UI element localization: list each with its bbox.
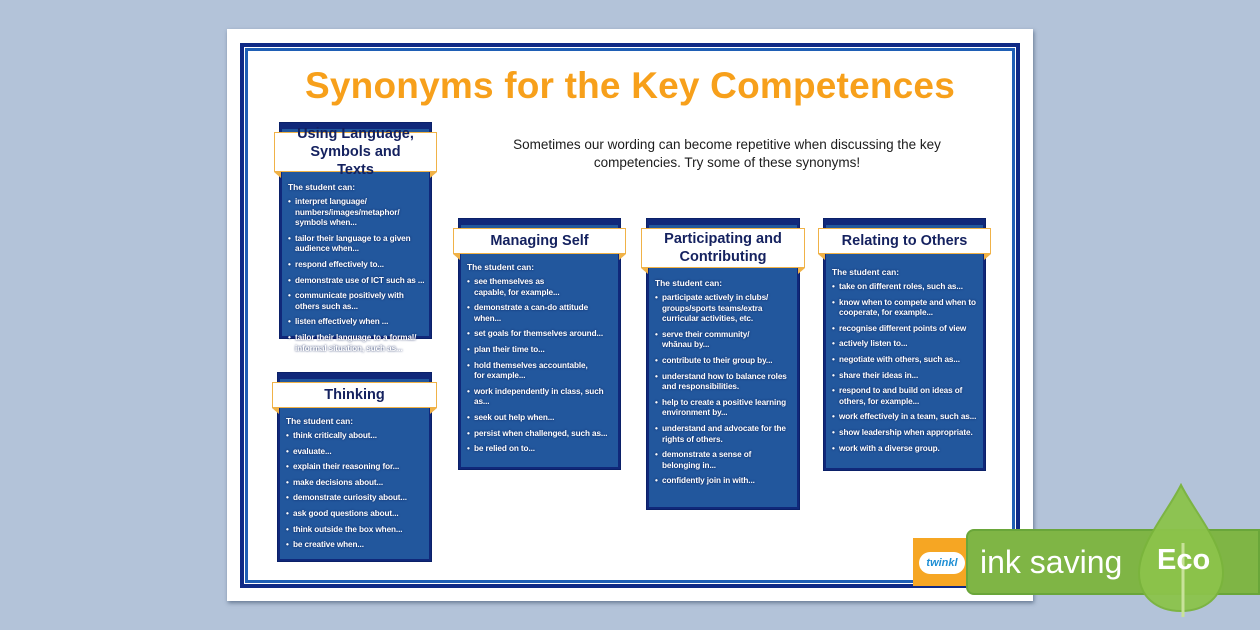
list-item: • know when to compete and when to cooperate, for example...: [832, 298, 979, 319]
list-item: • demonstrate use of ICT such as ...: [288, 276, 425, 287]
list-item: • negotiate with others, such as...: [832, 355, 979, 366]
list-item: • work with a diverse group.: [832, 444, 979, 455]
card-heading: Participating and Contributing: [641, 228, 805, 268]
page-title: Synonyms for the Key Competences: [305, 65, 955, 106]
list-item: • think critically about...: [286, 431, 425, 442]
card-heading: Managing Self: [453, 228, 626, 254]
list-item: • work effectively in a team, such as...: [832, 412, 979, 423]
card-body: [286, 416, 425, 556]
ink-saving-label: ink saving: [980, 544, 1123, 580]
list-item: • work independently in class, such as...: [467, 387, 614, 408]
card-lead: The student can:: [655, 278, 723, 288]
card-heading: Using Language, Symbols and Texts: [274, 132, 437, 172]
list-item: • understand how to balance roles and responsibilities.: [655, 372, 793, 393]
list-item: • respond effectively to...: [288, 260, 425, 271]
list-item: • explain their reasoning for...: [286, 462, 425, 473]
card-lead: The student can:: [286, 416, 354, 426]
intro-text: Sometimes our wording can become repetitive when discussing the key competencies. Try some of these synonyms!: [513, 137, 941, 170]
list-item: • be relied on to...: [467, 444, 614, 455]
list-item: • be creative when...: [286, 540, 425, 551]
card-body: [467, 262, 614, 460]
card-relating-to-others: [824, 219, 985, 470]
list-item: • serve their community/ whānau by...: [655, 330, 755, 351]
list-item: • evaluate...: [286, 447, 425, 458]
card-lead: The student can:: [467, 262, 535, 272]
list-item: • persist when challenged, such as...: [467, 429, 614, 440]
list-item: • demonstrate a can-do attitude when...: [467, 303, 614, 324]
list-item: • share their ideas in...: [832, 371, 979, 382]
list-item: • help to create a positive learning environment by...: [655, 398, 793, 419]
list-item: • tailor their language to a given audience when...: [288, 234, 425, 255]
list-item: • participate actively in clubs/ groups/sports teams/extra curricular activities, etc.: [655, 293, 793, 325]
list-item: • show leadership when appropriate.: [832, 428, 979, 439]
list-item: • communicate positively with others such as...: [288, 291, 425, 312]
list-item: • take on different roles, such as...: [832, 282, 979, 293]
list-item: • understand and advocate for the rights of others.: [655, 424, 793, 445]
list-item: • tailor their language to a formal/ informal situation, such as...: [288, 333, 425, 354]
card-using-language: [280, 123, 431, 353]
list-item: • demonstrate curiosity about...: [286, 493, 425, 504]
list-item: • ask good questions about...: [286, 509, 425, 520]
list-item: • plan their time to...: [467, 345, 614, 356]
card-thinking: [278, 373, 431, 561]
card-managing-self: [459, 219, 620, 469]
list-item: • interpret language/ numbers/images/metaphor/ symbols when...: [288, 197, 425, 229]
list-item: • confidently join in with...: [655, 476, 793, 487]
list-item: • hold themselves accountable, for example...: [467, 361, 592, 382]
twinkl-cloud-icon: twinkl: [919, 552, 965, 574]
card-body: [832, 267, 979, 459]
card-heading: Thinking: [272, 382, 437, 408]
list-item: • contribute to their group by...: [655, 356, 793, 367]
list-item: • think outside the box when...: [286, 525, 425, 536]
list-item: • demonstrate a sense of belonging in...: [655, 450, 755, 471]
list-item: • actively listen to...: [832, 339, 979, 350]
list-item: • see themselves as capable, for example...: [467, 277, 577, 298]
twinkl-logo: [913, 538, 969, 586]
list-item: • seek out help when...: [467, 413, 614, 424]
card-heading: Relating to Others: [818, 228, 991, 254]
list-item: • respond to and build on ideas of others, for example...: [832, 386, 979, 407]
list-item: • recognise different points of view: [832, 324, 979, 335]
card-body: [655, 278, 793, 492]
list-item: • make decisions about...: [286, 478, 425, 489]
card-body: [288, 182, 425, 359]
eco-label: Eco: [1157, 544, 1211, 576]
document-sheet: [227, 29, 1033, 601]
card-lead: The student can:: [832, 267, 900, 277]
card-participating-contributing: [647, 219, 799, 509]
list-item: • set goals for themselves around...: [467, 329, 614, 340]
card-lead: The student can:: [288, 182, 356, 192]
list-item: • listen effectively when ...: [288, 317, 425, 328]
